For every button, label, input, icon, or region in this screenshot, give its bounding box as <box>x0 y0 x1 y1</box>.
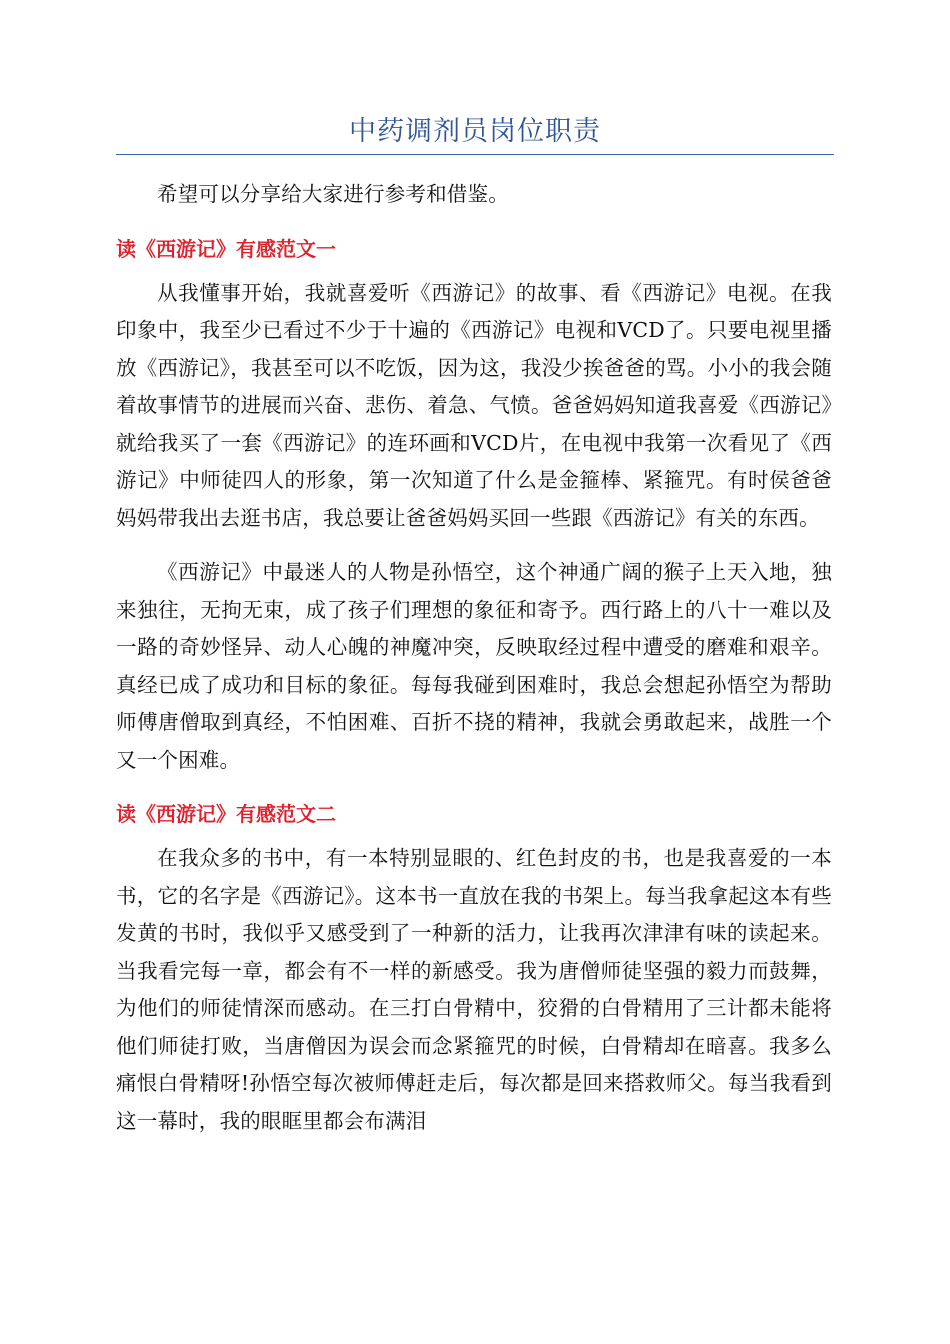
intro-paragraph: 希望可以分享给大家进行参考和借鉴。 <box>157 182 509 206</box>
paragraph-gap <box>116 779 832 796</box>
section-one <box>116 231 832 797</box>
body-paragraph: 在我众多的书中，有一本特别显眼的、红色封皮的书，也是我喜爱的一本书，它的名字是《西游记》。这本书一直放在我的书架上。每当我拿起这本有些发黄的书时，我似乎又感受到了一种新的活力，让我再次津津有味的读起来。当我看完每一章，都会有不一样的新感受。我为唐僧师徒坚强的毅力而鼓舞，为他们的师徒情深而感动。在三打白骨精中，狡猾的白骨精用了三计都未能将他们师徒打败，当唐僧因为误会而念紧箍咒的时候，白骨精却在暗喜。我多么痛恨白骨精呀!孙悟空每次被师傅赶走后，每次都是回来搭救师父。每当我看到这一幕时，我的眼眶里都会布满泪 <box>116 846 832 1133</box>
section-heading: 读《西游记》有感范文二 <box>116 802 336 826</box>
document-body <box>116 176 832 1140</box>
body-paragraph: 《西游记》中最迷人的人物是孙悟空，这个神通广阔的猴子上天入地，独来独往，无拘无束，成了孩子们理想的象征和寄予。西行路上的八十一难以及一路的奇妙怪异、动人心魄的神魔冲突，反映取经过程中遭受的磨难和艰辛。真经已成了成功和目标的象征。每每我碰到困难时，我总会想起孙悟空为帮助师傅唐僧取到真经，不怕困难、百折不挠的精神，我就会勇敢起来，战胜一个又一个困难。 <box>116 560 832 772</box>
paragraph-gap <box>116 537 832 554</box>
section-heading: 读《西游记》有感范文一 <box>116 236 336 261</box>
section-two <box>116 796 832 1140</box>
title-underline <box>116 154 834 155</box>
document-title: 中药调剂员岗位职责 <box>349 116 601 147</box>
body-paragraph: 从我懂事开始，我就喜爱听《西游记》的故事、看《西游记》电视。在我印象中，我至少已看过不少于十遍的《西游记》电视和VCD了。只要电视里播放《西游记》，我甚至可以不吃饭，因为这，我没少挨爸爸的骂。小小的我会随着故事情节的进展而兴奋、悲伤、着急、气愤。爸爸妈妈知道我喜爱《西游记》就给我买了一套《西游记》的连环画和VCD片，在电视中我第一次看见了《西游记》中师徒四人的形象，第一次知道了什么是金箍棒、紧箍咒。有时侯爸爸妈妈带我出去逛书店，我总要让爸爸妈妈买回一些跟《西游记》有关的东西。 <box>116 280 832 530</box>
